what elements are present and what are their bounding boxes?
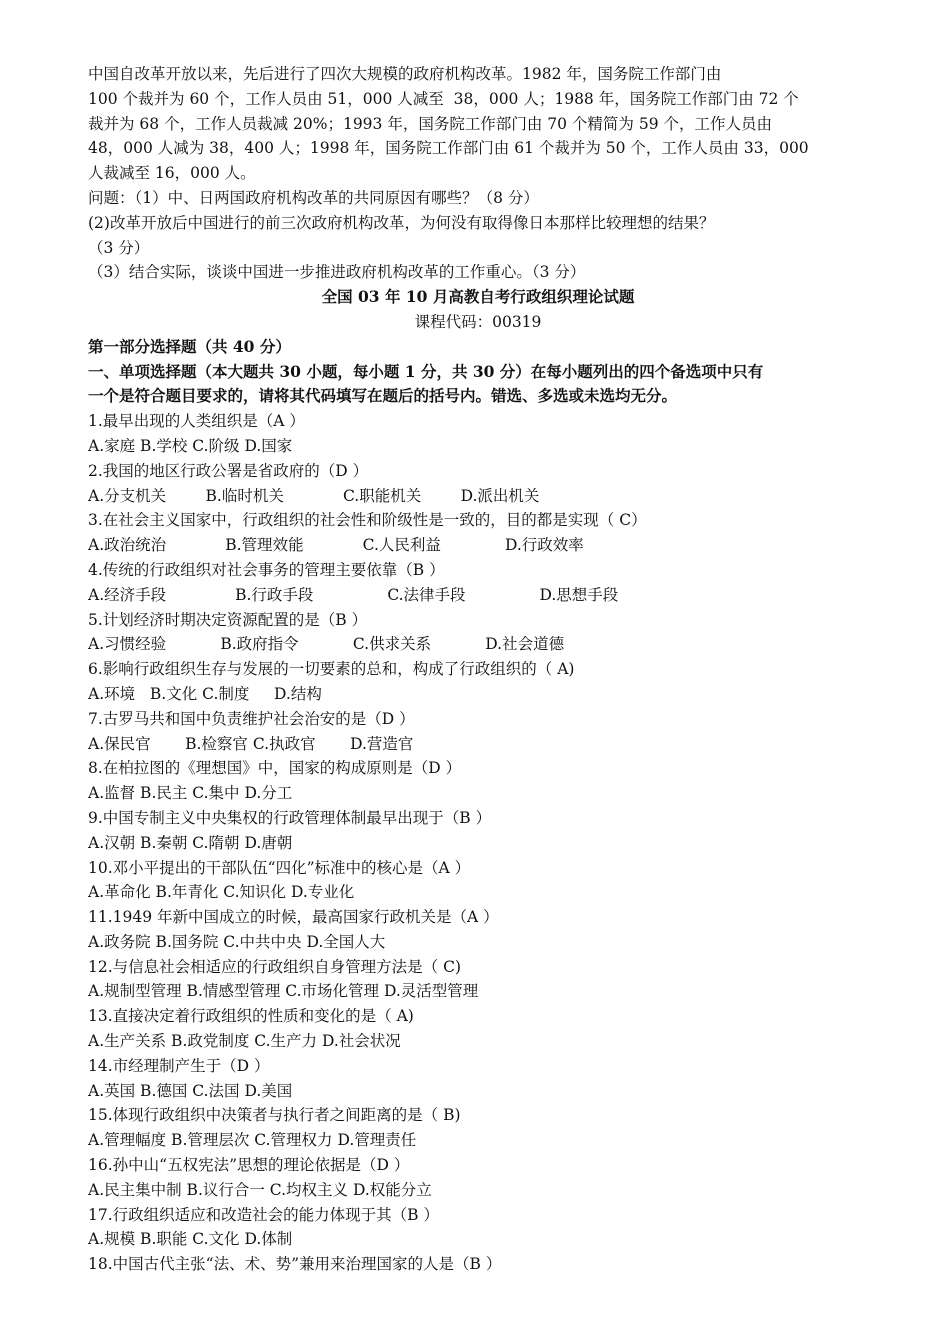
text-line: 人裁减至 16，000 人。 [88,164,256,183]
question-list [88,409,868,1277]
question-item: 17.行政组织适应和改造社会的能力体现于其（B ） [88,1205,439,1224]
question-options: A.监督 B.民主 C.集中 D.分工 [88,784,293,803]
question-item: 10.邓小平提出的干部队伍“四化”标准中的核心是（A ） [88,858,471,877]
text-line: 中国自改革开放以来，先后进行了四次大规模的政府机构改革。1982 年，国务院工作部门由 [88,65,722,83]
question-line: (2)改革开放后中国进行的前三次政府机构改革，为何没有取得像日本那样比较理想的结果？ [88,213,715,232]
section-heading [88,360,868,410]
question-options: A.规制型管理 B.情感型管理 C.市场化管理 D.灵活型管理 [88,982,479,1001]
question-options: A.政务院 B.国务院 C.中共中央 D.全国人大 [88,932,386,951]
question-item: 15.体现行政组织中决策者与执行者之间距离的是（ B) [88,1106,461,1125]
question-item: 12.与信息社会相适应的行政组织自身管理方法是（ C) [88,957,461,976]
question-item: 7.古罗马共和国中负责维护社会治安的是（D ） [88,709,415,728]
question-options: A.规模 B.职能 C.文化 D.体制 [88,1230,293,1249]
section-heading-line: 一个是符合题目要求的，请将其代码填写在题后的括号内。错选、多选或未选均无分。 [88,386,678,406]
text-line: 裁并为 68 个，工作人员裁减 20%；1993 年，国务院工作部门由 70 个精简为 59 个，工作人员由 [88,114,772,133]
question-options: A.环境 B.文化 C.制度 D.结构 [88,684,322,703]
question-options: A.英国 B.德国 C.法国 D.美国 [88,1081,293,1100]
question-item: 8.在柏拉图的《理想国》中，国家的构成原则是（D ） [88,759,462,778]
question-options: A.汉朝 B.秦朝 C.隋朝 D.唐朝 [88,833,293,852]
text-line: 48，000 人减为 38，400 人；1998 年，国务院工作部门由 61 个裁并为 50 个，工作人员由 33，000 [88,139,809,158]
question-item: 14.市经理制产生于（D ） [88,1056,270,1075]
question-item: 9.中国专制主义中央集权的行政管理体制最早出现于（B ） [88,808,492,827]
question-options: A.革命化 B.年青化 C.知识化 D.专业化 [88,883,355,902]
question-item: 11.1949 年新中国成立的时候，最高国家行政机关是（A ） [88,908,499,927]
question-item: 18.中国古代主张“法、术、势”兼用来治理国家的人是（B ） [88,1255,502,1274]
question-options: A.管理幅度 B.管理层次 C.管理权力 D.管理责任 [88,1131,417,1150]
document-page [88,62,868,1277]
question-options: A.经济手段 B.行政手段 C.法律手段 D.思想手段 [88,585,619,604]
question-item: 1.最早出现的人类组织是（A ） [88,412,305,431]
section-heading-line: 一、单项选择题（本大题共 30 小题，每小题 1 分，共 30 分）在每小题列出的四个备选项中只有 [88,361,764,381]
question-line: （3 分） [88,238,150,257]
question-line: 问题：（1）中、日两国政府机构改革的共同原因有哪些？（8 分） [88,188,539,207]
question-options: A.家庭 B.学校 C.阶级 D.国家 [88,436,293,455]
question-options: A.生产关系 B.政党制度 C.生产力 D.社会状况 [88,1032,401,1051]
question-item: 5.计划经济时期决定资源配置的是（B ） [88,610,368,629]
question-item: 16.孙中山“五权宪法”思想的理论依据是（D ） [88,1156,410,1175]
question-options: A.分支机关 B.临时机关 C.职能机关 D.派出机关 [88,486,540,505]
course-code: 课程代码：00319 [414,312,542,331]
intro-paragraph [88,62,868,186]
part-heading: 第一部分选择题（共 40 分） [88,336,291,356]
text-line: 100 个裁并为 60 个，工作人员由 51，000 人减至 38，000 人；1988 年，国务院工作部门由 72 个 [88,89,799,108]
question-item: 4.传统的行政组织对社会事务的管理主要依靠（B ） [88,560,445,579]
question-options: A.政治统治 B.管理效能 C.人民利益 D.行政效率 [88,536,584,555]
question-options: A.习惯经验 B.政府指令 C.供求关系 D.社会道德 [88,635,565,654]
question-item: 2.我国的地区行政公署是省政府的（D ） [88,461,369,480]
question-options: A.保民官 B.检察官 C.执政官 D.营造官 [88,734,414,753]
question-options: A.民主集中制 B.议行合一 C.均权主义 D.权能分立 [88,1180,432,1199]
exam-title: 全国 03 年 10 月高教自考行政组织理论试题 [321,287,635,307]
question-line: （3）结合实际，谈谈中国进一步推进政府机构改革的工作重心。（3 分） [88,263,586,282]
question-item: 6.影响行政组织生存与发展的一切要素的总和，构成了行政组织的（ A) [88,660,575,679]
questions-block [88,186,868,285]
question-item: 13.直接决定着行政组织的性质和变化的是（ A) [88,1007,414,1026]
question-item: 3.在社会主义国家中，行政组织的社会性和阶级性是一致的，目的都是实现（ C） [88,511,647,530]
